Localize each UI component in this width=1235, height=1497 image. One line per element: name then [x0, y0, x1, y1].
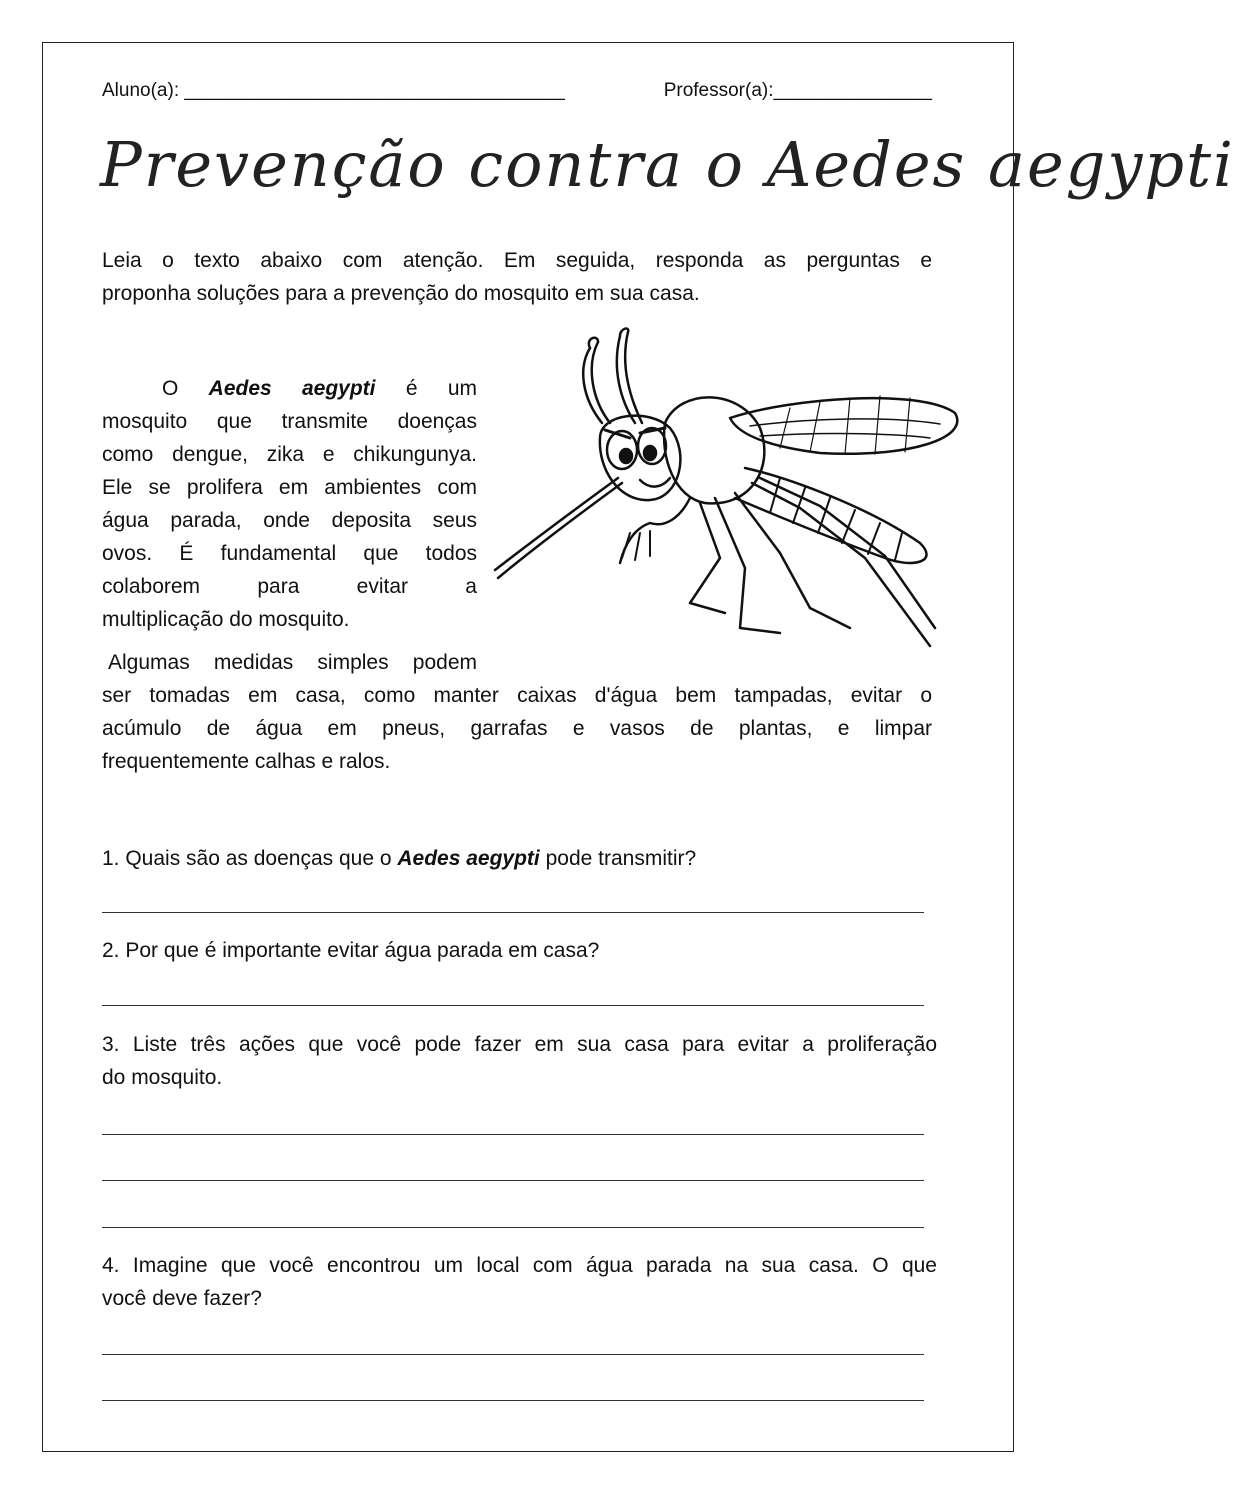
p1-text: é um: [405, 377, 477, 400]
paragraph-2-line: ser tomadas em casa, como manter caixas d'água bem tampadas, evitar o: [102, 684, 932, 707]
page-title: Prevenção contra o Aedes aegypti: [100, 128, 1235, 201]
question-4-line-1: 4. Imagine que você encontrou um local com água parada na sua casa. O que: [102, 1254, 937, 1277]
question-1-text: pode transmitir?: [539, 847, 697, 870]
paragraph-1-line: ovos. É fundamental que todos: [102, 542, 477, 565]
professor-field[interactable]: Professor(a):_______________: [663, 80, 932, 101]
student-header: [102, 80, 932, 106]
paragraph-2-line-1: Algumas medidas simples podem: [108, 651, 477, 674]
instructions: [102, 244, 932, 310]
species-name: Aedes aegypti: [208, 377, 376, 400]
question-3: [102, 1028, 937, 1094]
answer-line[interactable]: [102, 1005, 924, 1006]
aluno-field[interactable]: Aluno(a): ____________________________________: [102, 80, 565, 101]
paragraph-1-line-1: [102, 372, 477, 405]
answer-line[interactable]: [102, 1354, 924, 1355]
instructions-line-2: proponha soluções para a prevenção do mosquito em sua casa.: [102, 282, 700, 305]
answer-line[interactable]: [102, 1180, 924, 1181]
paragraph-2: [102, 679, 932, 778]
question-1-text: 1. Quais são as doenças que o: [102, 847, 398, 870]
question-2: 2. Por que é importante evitar água parada em casa?: [102, 939, 600, 962]
question-4: [102, 1249, 937, 1315]
paragraph-1-line: mosquito que transmite doenças: [102, 410, 477, 433]
question-1: [102, 842, 937, 875]
question-3-line-2: do mosquito.: [102, 1066, 223, 1089]
answer-line[interactable]: [102, 912, 924, 913]
paragraph-1: [102, 372, 477, 636]
paragraph-1-line: água parada, onde deposita seus: [102, 509, 477, 532]
answer-line[interactable]: [102, 1134, 924, 1135]
paragraph-2-line: frequentemente calhas e ralos.: [102, 750, 391, 773]
paragraph-1-line: multiplicação do mosquito.: [102, 608, 350, 631]
p1-text: O: [162, 377, 179, 400]
mosquito-cartoon-icon: [490, 328, 965, 648]
species-name: Aedes aegypti: [397, 847, 540, 870]
paragraph-2-line: acúmulo de água em pneus, garrafas e vasos de plantas, e limpar: [102, 717, 932, 740]
instructions-line-1: Leia o texto abaixo com atenção. Em seguida, responda as perguntas e: [102, 249, 932, 272]
paragraph-1-line: Ele se prolifera em ambientes com: [102, 476, 477, 499]
answer-line[interactable]: [102, 1400, 924, 1401]
paragraph-1-line: como dengue, zika e chikungunya.: [102, 443, 477, 466]
question-3-line-1: 3. Liste três ações que você pode fazer em sua casa para evitar a proliferação: [102, 1033, 937, 1056]
answer-line[interactable]: [102, 1227, 924, 1228]
paragraph-1-line: colaborem para evitar a: [102, 575, 477, 598]
paragraph-2-start: [102, 646, 477, 679]
question-4-line-2: você deve fazer?: [102, 1287, 262, 1310]
